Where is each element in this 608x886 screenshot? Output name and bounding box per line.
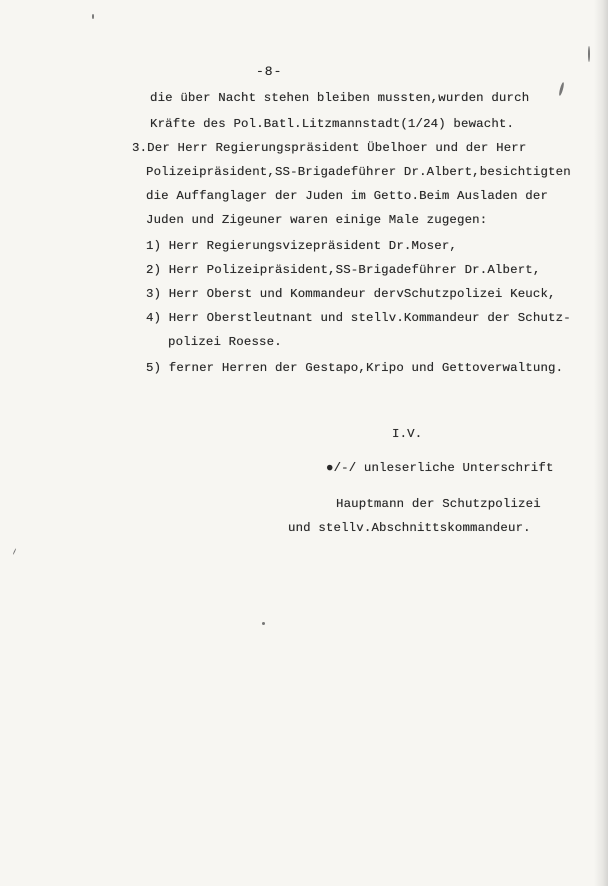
- text-line-6: Juden und Zigeuner waren einige Male zugegen:: [146, 213, 488, 227]
- text-line-5: die Auffanglager der Juden im Getto.Beim Ausladen der: [146, 189, 549, 203]
- list-item-4: 4) Herr Oberstleutnant und stellv.Kommandeur der Schutz-: [146, 311, 571, 325]
- text-line-2: Kräfte des Pol.Batl.Litzmannstadt(1/24) bewacht.: [150, 117, 515, 131]
- scan-speck: [588, 46, 590, 62]
- text-line-3: 3.Der Herr Regierungspräsident Übelhoer und der Herr: [132, 141, 527, 155]
- text-line-4: Polizeipräsident,SS-Brigadeführer Dr.Albert,besichtigten: [146, 165, 571, 179]
- scan-speck: [92, 14, 94, 19]
- text-line-1: die über Nacht stehen bleiben mussten,wurden durch: [150, 91, 530, 105]
- scan-speck: [558, 82, 565, 96]
- list-item-4-continuation: polizei Roesse.: [168, 335, 282, 349]
- list-item-5: 5) ferner Herren der Gestapo,Kripo und Gettoverwaltung.: [146, 361, 564, 375]
- page-edge-shadow: [594, 0, 608, 886]
- signature-iv: I.V.: [392, 427, 423, 441]
- list-item-1: 1) Herr Regierungsvizepräsident Dr.Moser,: [146, 239, 458, 253]
- signature-role: und stellv.Abschnittskommandeur.: [288, 521, 531, 535]
- list-item-2: 2) Herr Polizeipräsident,SS-Brigadeführer Dr.Albert,: [146, 263, 541, 277]
- scan-speck: [262, 622, 265, 625]
- signature-title: Hauptmann der Schutzpolizei: [336, 497, 541, 511]
- scan-speck: [13, 548, 17, 555]
- list-item-3: 3) Herr Oberst und Kommandeur dervSchutzpolizei Keuck,: [146, 287, 556, 301]
- page-number: -8-: [256, 64, 283, 79]
- signature-line: ●/-/ unleserliche Unterschrift: [326, 461, 554, 475]
